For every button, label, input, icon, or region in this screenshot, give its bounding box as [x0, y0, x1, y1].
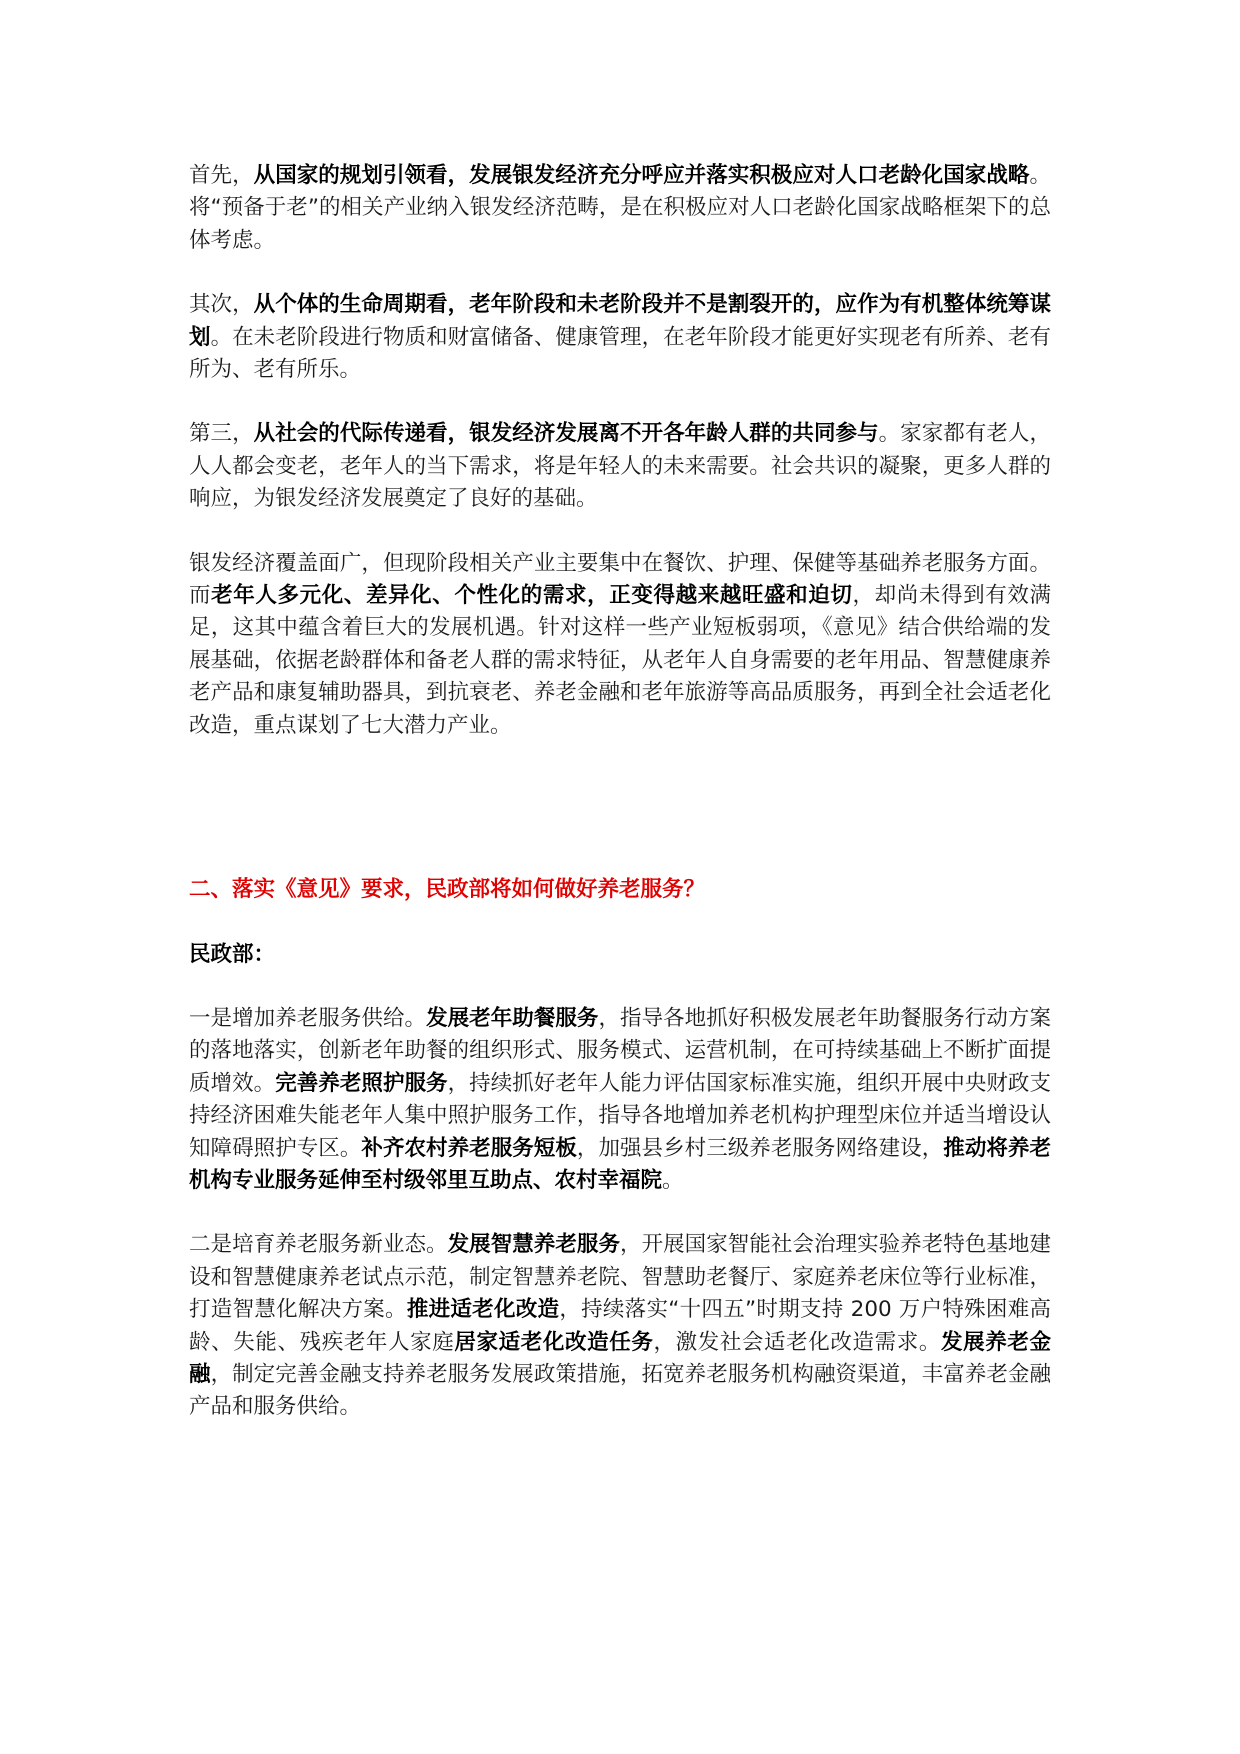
text-segment: ，持续落实“十四五”时期支持 200 万户特殊困难高龄、失能、残疾老年人家庭 — [189, 1297, 1051, 1355]
section-heading: 二、落实《意见》要求，民政部将如何做好养老服务？ — [189, 877, 706, 903]
bold-text-segment: 推进适老化改造 — [406, 1297, 560, 1323]
text-segment: ，却尚未得到有效满足，这其中蕴含着巨大的发展机遇。针对这样一些产业短板弱项，《意见》结合供给端的发展基础，依据老龄群体和备老人群的需求特征，从老年人自身需要的老年用品、智慧健康养老产品和康复辅助器具，到抗衰老、养老金融和老年旅游等高品质服务，再到全社会适老化改造，重点谋划了七大潜力产业。 — [189, 583, 1051, 738]
text-segment: 。将“预备于老”的相关产业纳入银发经济范畴，是在积极应对人口老龄化国家战略框架下的总体考虑。 — [189, 163, 1051, 253]
paragraph-fourth — [189, 548, 1051, 742]
speaker-label: 民政部： — [189, 941, 276, 967]
bold-text-segment: 发展智慧养老服务 — [447, 1232, 621, 1258]
text-segment: 第三， — [189, 421, 254, 447]
text-segment: 二是培育养老服务新业态。 — [189, 1232, 448, 1258]
text-segment: 首先， — [189, 163, 254, 188]
text-segment: 。家家都有老人，人人都会变老，老年人的当下需求，将是年轻人的未来需要。社会共识的凝聚，更多人群的响应，为银发经济发展奠定了良好的基础。 — [189, 421, 1051, 512]
bold-text-segment: 从个体的生命周期看，老年阶段和未老阶段并不是割裂开的，应作为有机整体统筹谋划 — [189, 292, 1051, 350]
text-segment: 银发经济覆盖面广，但现阶段相关产业主要集中在餐饮、护理、保健等基础养老服务方面。而 — [189, 550, 1051, 609]
bold-text-segment: 居家适老化改造任务 — [454, 1329, 654, 1355]
bold-text-segment: 老年人多元化、差异化、个性化的需求，正变得越来越旺盛和迫切 — [211, 583, 853, 609]
bold-text-segment: 完善养老照护服务 — [275, 1070, 448, 1096]
answer-paragraph-one — [189, 1003, 1051, 1197]
text-segment: ，激发社会适老化改造需求。 — [653, 1329, 941, 1355]
document-page — [189, 160, 1051, 1424]
answer-paragraph-two — [189, 1229, 1051, 1423]
text-segment: 。 — [662, 1167, 684, 1193]
bold-text-segment: 从社会的代际传递看，银发经济发展离不开各年龄人群的共同参与 — [253, 421, 879, 447]
bold-text-segment: 推动将养老机构专业服务延伸至村级邻里互助点、农村幸福院 — [189, 1135, 1051, 1193]
text-segment: ，指导各地抓好积极发展老年助餐服务行动方案的落地落实，创新老年助餐的组织形式、服务模式、运营机制，在可持续基础上不断扩面提质增效。 — [189, 1005, 1051, 1096]
text-segment: ，持续抓好老年人能力评估国家标准实施，组织开展中央财政支持经济困难失能老年人集中照护服务工作，指导各地增加养老机构护理型床位并适当增设认知障碍照护专区。 — [189, 1070, 1051, 1161]
bold-text-segment: 发展老年助餐服务 — [426, 1005, 599, 1031]
paragraph-third — [189, 418, 1051, 515]
text-segment: 一是增加养老服务供给。 — [189, 1005, 427, 1031]
bold-text-segment: 从国家的规划引领看，发展银发经济充分呼应并落实积极应对人口老龄化国家战略 — [253, 163, 1030, 188]
text-segment: ，制定完善金融支持养老服务发展政策措施，拓宽养老服务机构融资渠道，丰富养老金融产品和服务供给。 — [189, 1361, 1051, 1420]
paragraph-second — [189, 289, 1051, 386]
bold-text-segment: 发展养老金融 — [189, 1329, 1051, 1387]
text-segment: 其次， — [189, 292, 254, 318]
text-segment: ，开展国家智能社会治理实验养老特色基地建设和智慧健康养老试点示范，制定智慧养老院、智慧助老餐厅、家庭养老床位等行业标准，打造智慧化解决方案。 — [189, 1232, 1051, 1323]
bold-text-segment: 补齐农村养老服务短板 — [361, 1135, 577, 1161]
paragraph-first — [189, 160, 1051, 257]
text-segment: ，加强县乡村三级养老服务网络建设， — [576, 1135, 944, 1161]
text-segment: 。在未老阶段进行物质和财富储备、健康管理，在老年阶段才能更好实现老有所养、老有所为、老有所乐。 — [189, 324, 1051, 383]
